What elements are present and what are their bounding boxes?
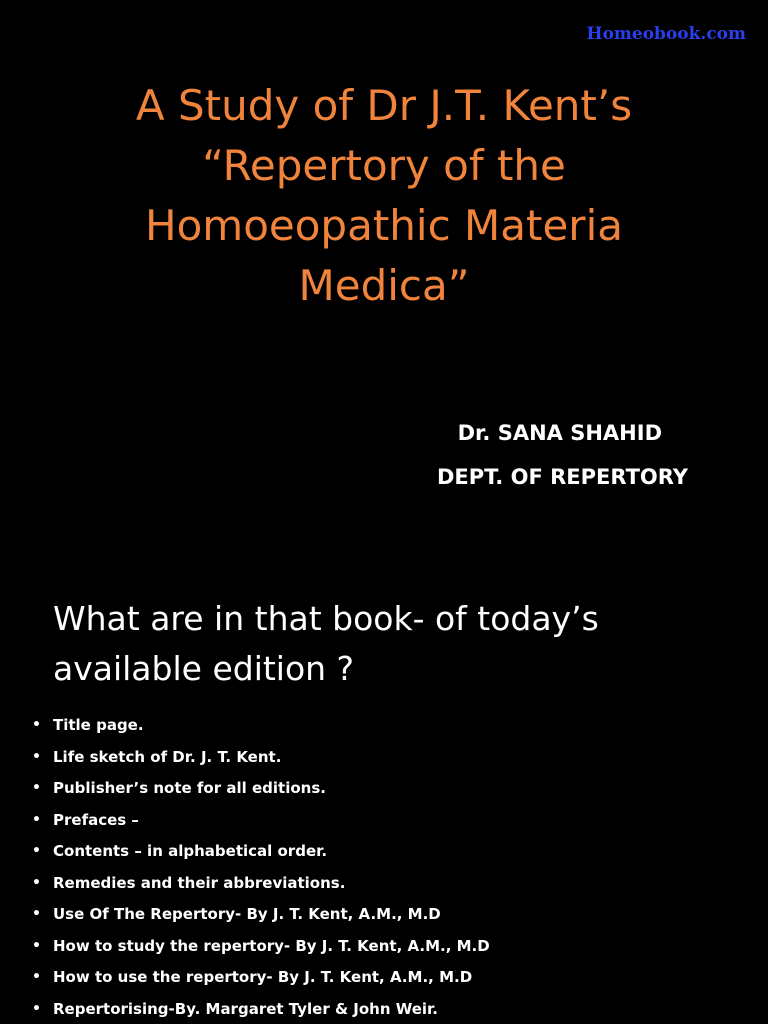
list-item-text: How to use the repertory- By J. T. Kent, A.M., M.D xyxy=(53,968,473,986)
list-item xyxy=(32,868,490,900)
author-name: Dr. SANA SHAHID xyxy=(457,421,662,445)
list-item-text: Contents – in alphabetical order. xyxy=(53,842,328,860)
list-item xyxy=(32,962,490,994)
bullet-icon: • xyxy=(32,937,41,954)
author-block xyxy=(437,411,688,499)
bullet-icon: • xyxy=(32,969,41,985)
list-item xyxy=(32,994,490,1024)
list-item xyxy=(32,805,490,837)
list-item-text: Remedies and their abbreviations. xyxy=(53,873,346,892)
list-item-text: Repertorising-By. Margaret Tyler & John Weir. xyxy=(53,999,438,1018)
author-dept: DEPT. OF REPERTORY xyxy=(437,465,688,489)
list-item xyxy=(32,899,490,931)
list-item-text: Prefaces – xyxy=(53,810,139,829)
title-line: A Study of Dr J.T. Kent’s xyxy=(135,81,633,130)
list-item xyxy=(32,710,490,742)
bullet-icon: • xyxy=(32,874,41,891)
bullet-icon: • xyxy=(32,843,41,859)
list-item-text: Use Of The Repertory- By J. T. Kent, A.M., M.D xyxy=(53,905,441,923)
list-item xyxy=(32,836,490,868)
list-item-text: Life sketch of Dr. J. T. Kent. xyxy=(53,747,282,766)
bullet-icon: • xyxy=(32,748,41,765)
watermark-text: Homeobook.com xyxy=(586,24,746,44)
slide-title xyxy=(0,76,768,316)
list-item-text: Publisher’s note for all editions. xyxy=(53,779,326,797)
section-heading: What are in that book- of today’s available edition ? xyxy=(53,599,599,688)
bullet-icon: • xyxy=(32,811,41,828)
bullet-icon: • xyxy=(32,906,41,922)
list-item xyxy=(32,931,490,963)
title-line: Medica” xyxy=(298,261,470,310)
bullet-icon: • xyxy=(32,1000,41,1017)
list-item xyxy=(32,773,490,805)
list-item-text: How to study the repertory- By J. T. Kent, A.M., M.D xyxy=(53,936,490,955)
list-item-text: Title page. xyxy=(53,716,144,734)
contents-list xyxy=(32,710,490,1024)
bullet-icon: • xyxy=(32,717,41,733)
title-line: Homoeopathic Materia xyxy=(145,201,623,250)
list-item xyxy=(32,742,490,774)
bullet-icon: • xyxy=(32,780,41,796)
title-line: “Repertory of the xyxy=(202,141,566,190)
